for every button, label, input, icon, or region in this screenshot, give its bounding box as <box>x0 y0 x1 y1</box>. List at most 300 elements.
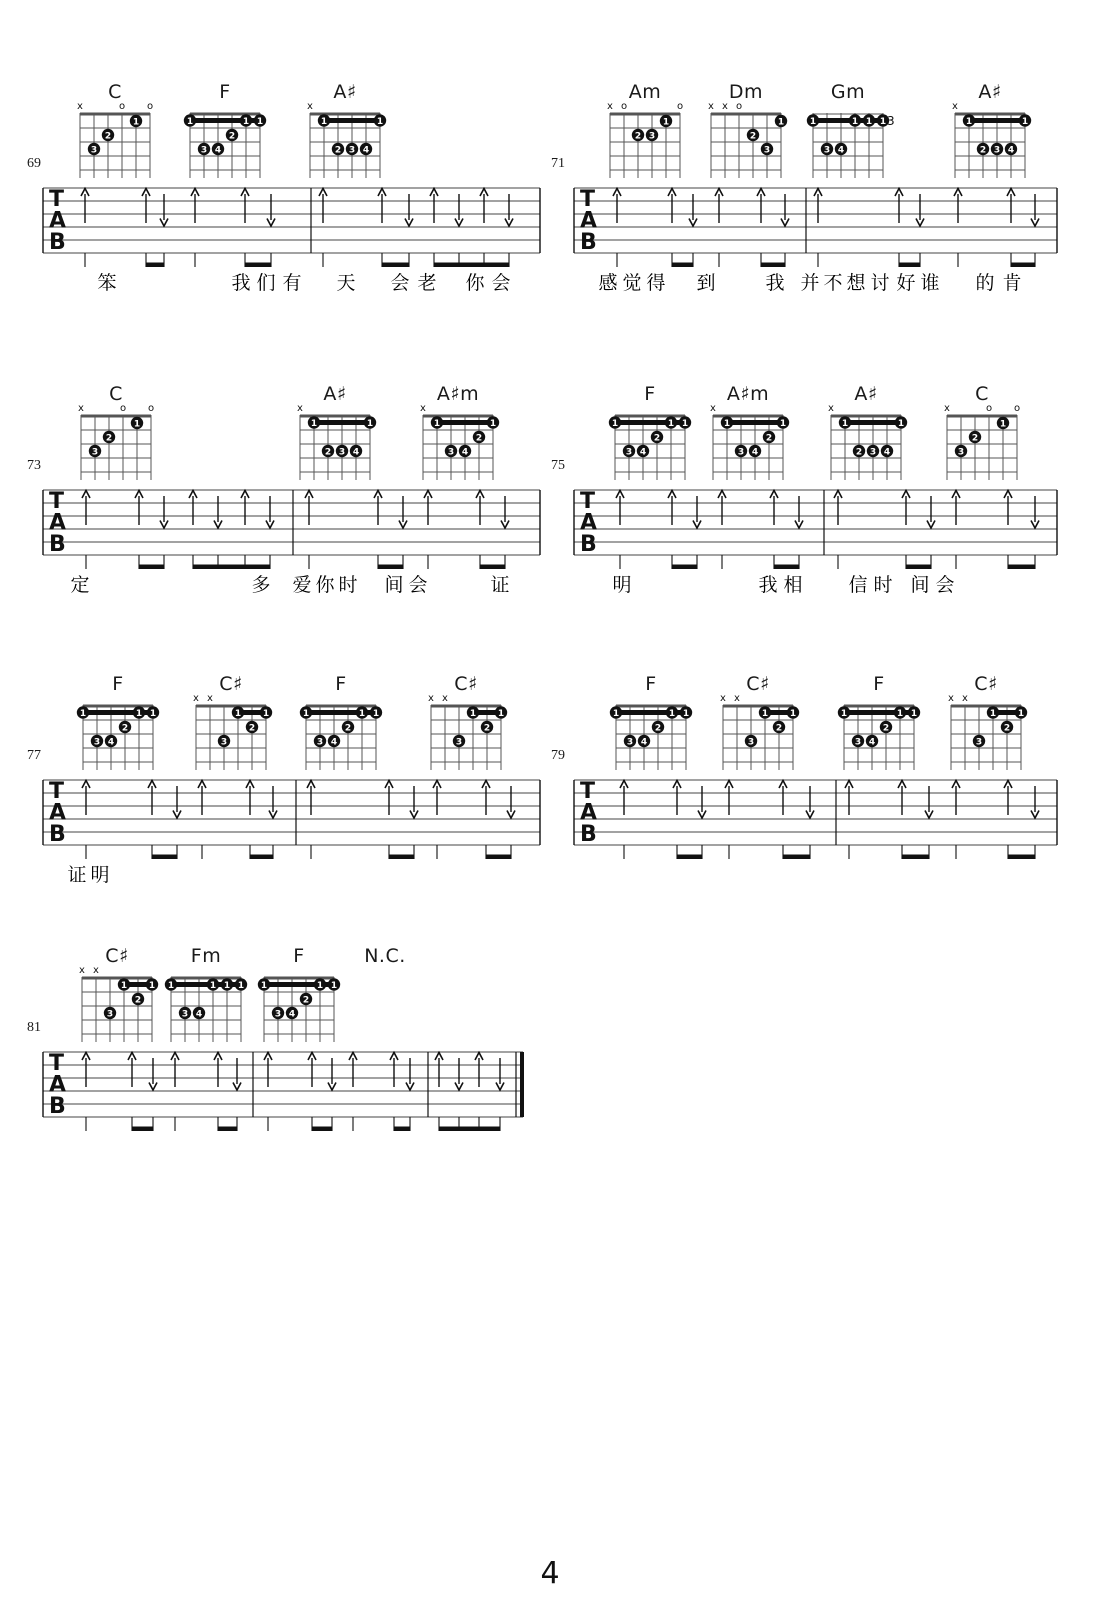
chord-diagram <box>296 692 392 784</box>
finger-number: 1 <box>965 117 973 127</box>
finger-number: 1 <box>777 117 785 128</box>
open-string-mark: o <box>735 101 743 112</box>
measure-number: 77 <box>27 748 41 763</box>
chord-diagram <box>941 692 1037 784</box>
finger-number: 1 <box>237 981 245 991</box>
muted-string-mark: x <box>193 693 199 704</box>
barre-bar <box>727 420 783 425</box>
finger-number: 1 <box>433 419 441 429</box>
lyric-syllable: 老 <box>417 272 437 294</box>
muted-string-mark: x <box>442 693 448 704</box>
beam <box>906 565 931 570</box>
muted-string-mark: x <box>734 693 740 704</box>
chord-diagram <box>606 692 702 784</box>
lyric-syllable: 会 <box>408 574 428 596</box>
finger-number: 2 <box>634 131 642 142</box>
lyric-syllable: 相 <box>783 574 803 596</box>
barre-bar <box>969 118 1025 123</box>
lyric-syllable: 感 <box>598 272 618 294</box>
chord-diagram <box>945 100 1041 192</box>
finger-number: 2 <box>855 447 863 458</box>
beam <box>378 565 403 570</box>
finger-number: 4 <box>214 145 222 156</box>
finger-number: 4 <box>837 145 845 156</box>
finger-number: 2 <box>105 433 113 444</box>
lyric-syllable: 讨 <box>870 272 890 294</box>
lyric-syllable: 谁 <box>920 272 940 294</box>
finger-number: 1 <box>79 709 87 719</box>
finger-number: 2 <box>483 723 491 734</box>
lyric-syllable: 证 <box>490 574 510 596</box>
finger-number: 3 <box>854 737 862 748</box>
chord-name: A♯ <box>333 81 357 103</box>
finger-number: 1 <box>302 709 310 719</box>
staff-clef-letter: T <box>580 489 596 514</box>
staff-clef-letter: T <box>49 1051 65 1076</box>
finger-number: 3 <box>626 737 634 748</box>
chord-diagram <box>186 692 282 784</box>
finger-number: 2 <box>121 723 129 734</box>
chord-name: Gm <box>830 81 866 103</box>
finger-number: 2 <box>749 131 757 142</box>
finger-number: 2 <box>654 723 662 734</box>
chord-name: Fm <box>190 945 222 967</box>
measure-number: 73 <box>27 458 41 473</box>
staff-clef-letter: T <box>580 779 596 804</box>
finger-number: 1 <box>242 117 250 127</box>
lyric-syllable: 时 <box>338 574 358 596</box>
muted-string-mark: x <box>93 965 99 976</box>
chord-diagram <box>161 964 257 1056</box>
finger-number: 1 <box>682 709 690 719</box>
finger-number: 1 <box>897 419 905 429</box>
lyric-syllable: 会 <box>935 574 955 596</box>
finger-number: 3 <box>737 447 745 458</box>
lyric-syllable: 明 <box>612 574 632 596</box>
tab-staff <box>42 1050 528 1136</box>
finger-number: 1 <box>234 709 242 719</box>
finger-number: 1 <box>779 419 787 429</box>
finger-number: 2 <box>302 995 310 1006</box>
lyric-syllable: 爱 <box>292 574 312 596</box>
finger-number: 3 <box>957 447 965 458</box>
chord-name: F <box>873 673 885 695</box>
open-string-mark: o <box>676 101 684 112</box>
finger-number: 3 <box>274 1009 282 1020</box>
finger-number: 4 <box>352 447 360 458</box>
finger-number: 1 <box>1017 709 1025 719</box>
staff-clef-letter: A <box>49 1072 67 1098</box>
beam <box>434 263 509 268</box>
open-string-mark: o <box>985 403 993 414</box>
staff-clef-letter: A <box>580 208 598 234</box>
chord-name: A♯ <box>323 383 347 405</box>
fret-position-label: 3 <box>887 114 895 128</box>
chord-diagram <box>701 100 797 192</box>
beam <box>382 263 409 268</box>
finger-number: 3 <box>348 145 356 156</box>
chord-name: C♯ <box>746 673 770 695</box>
finger-number: 3 <box>763 145 771 156</box>
finger-number: 1 <box>841 419 849 429</box>
muted-string-mark: x <box>79 965 85 976</box>
staff-clef-letter: A <box>49 800 67 826</box>
finger-number: 1 <box>999 419 1007 430</box>
lyric-syllable: 你 <box>315 574 335 596</box>
finger-number: 1 <box>809 117 817 127</box>
finger-number: 1 <box>372 709 380 719</box>
chord-name: C♯ <box>105 945 129 967</box>
tab-staff <box>42 186 545 272</box>
chord-diagram <box>300 100 396 192</box>
muted-string-mark: x <box>77 101 83 112</box>
staff-clef-letter: A <box>580 510 598 536</box>
open-string-mark: o <box>1013 403 1021 414</box>
beam <box>132 1127 153 1132</box>
finger-number: 1 <box>723 419 731 429</box>
chord-diagram <box>413 402 509 494</box>
tab-staff <box>573 778 1062 864</box>
lyric-syllable: 会 <box>491 272 511 294</box>
muted-string-mark: x <box>948 693 954 704</box>
beam <box>480 565 505 570</box>
muted-string-mark: x <box>710 403 716 414</box>
staff-clef-letter: B <box>580 822 597 847</box>
page-number: 4 <box>540 1556 560 1591</box>
lyric-syllable: 到 <box>696 272 716 294</box>
lyric-syllable: 们 <box>256 272 276 294</box>
finger-number: 1 <box>851 117 859 127</box>
finger-number: 2 <box>104 131 112 142</box>
chord-name: C <box>108 81 122 103</box>
finger-number: 3 <box>93 737 101 748</box>
staff-clef-letter: B <box>580 532 597 557</box>
finger-number: 1 <box>1021 117 1029 127</box>
barre-bar <box>845 420 901 425</box>
finger-number: 1 <box>260 981 268 991</box>
lyric-syllable: 间 <box>384 574 404 596</box>
finger-number: 3 <box>993 145 1001 156</box>
beam <box>218 1127 237 1132</box>
chord-diagram <box>71 402 167 494</box>
chord-name: A♯m <box>726 383 770 405</box>
finger-number: 1 <box>376 117 384 127</box>
chord-diagram <box>600 100 696 192</box>
tab-staff <box>573 186 1062 272</box>
chord-name: F <box>219 81 231 103</box>
finger-number: 3 <box>648 131 656 142</box>
measure-number: 69 <box>27 156 41 171</box>
finger-number: 3 <box>106 1009 114 1020</box>
staff-clef-letter: T <box>580 187 596 212</box>
finger-number: 1 <box>310 419 318 429</box>
lyric-syllable: 证 <box>67 864 87 886</box>
finger-number: 2 <box>882 723 890 734</box>
finger-number: 1 <box>667 419 675 429</box>
finger-number: 2 <box>334 145 342 156</box>
finger-number: 1 <box>489 419 497 429</box>
finger-number: 3 <box>625 447 633 458</box>
finger-number: 2 <box>324 447 332 458</box>
muted-string-mark: x <box>428 693 434 704</box>
finger-number: 3 <box>975 737 983 748</box>
beam <box>439 1127 500 1132</box>
chord-name: F <box>644 383 656 405</box>
staff-clef-letter: B <box>49 1094 66 1119</box>
finger-number: 4 <box>107 737 115 748</box>
finger-number: 2 <box>344 723 352 734</box>
chord-diagram <box>803 100 899 192</box>
finger-number: 1 <box>989 709 997 719</box>
staff-clef-letter: T <box>49 489 65 514</box>
finger-number: 3 <box>823 145 831 156</box>
lyric-syllable: 多 <box>251 574 271 596</box>
muted-string-mark: x <box>952 101 958 112</box>
barre-bar <box>437 420 493 425</box>
chord-name: A♯m <box>436 383 480 405</box>
finger-number: 1 <box>865 117 873 127</box>
finger-number: 4 <box>461 447 469 458</box>
lyric-syllable: 觉 <box>622 272 642 294</box>
finger-number: 4 <box>640 737 648 748</box>
finger-number: 2 <box>971 433 979 444</box>
measure-number: 75 <box>551 458 565 473</box>
finger-number: 1 <box>262 709 270 719</box>
staff-clef-letter: A <box>49 208 67 234</box>
beam <box>486 855 511 860</box>
beam <box>312 1127 332 1132</box>
finger-number: 1 <box>681 419 689 429</box>
open-string-mark: o <box>147 403 155 414</box>
chord-name: F <box>645 673 657 695</box>
beam <box>250 855 273 860</box>
chord-name: C <box>109 383 123 405</box>
muted-string-mark: x <box>607 101 613 112</box>
chord-name: C♯ <box>974 673 998 695</box>
finger-number: 1 <box>132 117 140 128</box>
muted-string-mark: x <box>207 693 213 704</box>
chord-name: C♯ <box>454 673 478 695</box>
chord-name: A♯ <box>854 383 878 405</box>
lyric-syllable: 好 <box>896 272 916 294</box>
lyric-syllable: 我 <box>758 574 778 596</box>
staff-clef-letter: A <box>49 510 67 536</box>
muted-string-mark: x <box>78 403 84 414</box>
lyric-syllable: 你 <box>465 272 485 294</box>
lyric-syllable: 间 <box>910 574 930 596</box>
finger-number: 4 <box>330 737 338 748</box>
muted-string-mark: x <box>828 403 834 414</box>
chord-diagram <box>605 402 701 494</box>
finger-number: 2 <box>653 433 661 444</box>
finger-number: 3 <box>200 145 208 156</box>
lyric-syllable: 会 <box>390 272 410 294</box>
beam <box>672 263 693 268</box>
beam <box>1008 565 1035 570</box>
open-string-mark: o <box>146 101 154 112</box>
beam <box>146 263 164 268</box>
finger-number: 3 <box>869 447 877 458</box>
chord-name: F <box>335 673 347 695</box>
measure-number: 71 <box>551 156 565 171</box>
barre-bar <box>324 118 380 123</box>
lyric-syllable: 定 <box>70 574 90 596</box>
finger-number: 1 <box>910 709 918 719</box>
finger-number: 2 <box>765 433 773 444</box>
lyric-syllable: 时 <box>873 574 893 596</box>
open-string-mark: o <box>118 101 126 112</box>
finger-number: 4 <box>751 447 759 458</box>
staff-clef-letter: T <box>49 187 65 212</box>
staff-clef-letter: A <box>580 800 598 826</box>
chord-diagram <box>703 402 799 494</box>
beam <box>152 855 177 860</box>
chord-diagram <box>180 100 276 192</box>
finger-number: 1 <box>896 709 904 719</box>
barre-bar <box>314 420 370 425</box>
finger-number: 1 <box>358 709 366 719</box>
lyric-syllable: 的 <box>975 272 995 294</box>
tab-staff <box>42 488 545 574</box>
lyric-syllable: 并 <box>800 272 820 294</box>
chord-name: F <box>293 945 305 967</box>
finger-number: 1 <box>879 117 887 127</box>
staff-clef-letter: B <box>49 532 66 557</box>
finger-number: 1 <box>120 981 128 991</box>
finger-number: 3 <box>338 447 346 458</box>
finger-number: 4 <box>639 447 647 458</box>
measure-number: 81 <box>27 1020 41 1035</box>
final-barline <box>520 1052 524 1117</box>
chord-diagram <box>421 692 517 784</box>
finger-number: 2 <box>248 723 256 734</box>
beam <box>245 263 271 268</box>
beam <box>139 565 164 570</box>
chord-diagram <box>937 402 1033 494</box>
muted-string-mark: x <box>297 403 303 414</box>
muted-string-mark: x <box>420 403 426 414</box>
chord-diagram <box>70 100 166 192</box>
finger-number: 2 <box>979 145 987 156</box>
finger-number: 4 <box>288 1009 296 1020</box>
finger-number: 1 <box>320 117 328 127</box>
finger-number: 4 <box>1007 145 1015 156</box>
chord-name: C♯ <box>219 673 243 695</box>
tab-staff <box>573 488 1062 574</box>
finger-number: 1 <box>840 709 848 719</box>
finger-number: 2 <box>775 723 783 734</box>
finger-number: 1 <box>135 709 143 719</box>
finger-number: 1 <box>316 981 324 991</box>
staff-clef-letter: B <box>580 230 597 255</box>
muted-string-mark: x <box>944 403 950 414</box>
lyric-syllable: 明 <box>90 864 110 886</box>
chord-diagram <box>73 692 169 784</box>
chord-name: N.C. <box>364 945 406 967</box>
staff-clef-letter: B <box>49 822 66 847</box>
beam <box>677 855 702 860</box>
finger-number: 1 <box>186 117 194 127</box>
chord-diagram <box>72 964 168 1056</box>
beam <box>899 263 920 268</box>
staff-clef-letter: T <box>49 779 65 804</box>
lyric-syllable: 笨 <box>97 272 117 294</box>
finger-number: 3 <box>91 447 99 458</box>
beam <box>1011 263 1035 268</box>
beam <box>783 855 810 860</box>
finger-number: 4 <box>195 1009 203 1020</box>
muted-string-mark: x <box>307 101 313 112</box>
beam <box>394 1127 410 1132</box>
beam <box>774 565 799 570</box>
muted-string-mark: x <box>962 693 968 704</box>
beam <box>902 855 929 860</box>
finger-number: 2 <box>134 995 142 1006</box>
lyric-syllable: 想 <box>846 272 866 294</box>
lyric-syllable: 天 <box>336 272 356 294</box>
lyric-syllable: 不 <box>823 272 843 294</box>
lyric-syllable: 有 <box>282 272 302 294</box>
finger-number: 1 <box>761 709 769 719</box>
chord-diagram <box>834 692 930 784</box>
finger-number: 3 <box>220 737 228 748</box>
finger-number: 3 <box>316 737 324 748</box>
chord-name: C <box>975 383 989 405</box>
finger-number: 1 <box>612 709 620 719</box>
finger-number: 1 <box>209 981 217 991</box>
lyric-syllable: 我 <box>231 272 251 294</box>
muted-string-mark: x <box>708 101 714 112</box>
beam <box>761 263 785 268</box>
chord-name: Dm <box>728 81 764 103</box>
finger-number: 1 <box>662 117 670 128</box>
lyric-syllable: 我 <box>765 272 785 294</box>
finger-number: 1 <box>256 117 264 127</box>
finger-number: 1 <box>789 709 797 719</box>
finger-number: 1 <box>668 709 676 719</box>
finger-number: 1 <box>149 709 157 719</box>
finger-number: 1 <box>167 981 175 991</box>
finger-number: 1 <box>133 419 141 430</box>
measure-number: 79 <box>551 748 565 763</box>
finger-number: 3 <box>181 1009 189 1020</box>
finger-number: 1 <box>148 981 156 991</box>
lyric-syllable: 得 <box>646 272 666 294</box>
staff-clef-letter: B <box>49 230 66 255</box>
beam <box>193 565 270 570</box>
finger-number: 1 <box>497 709 505 719</box>
chord-diagram <box>290 402 386 494</box>
beam <box>672 565 697 570</box>
chord-name: F <box>112 673 124 695</box>
finger-number: 3 <box>747 737 755 748</box>
chord-name: Am <box>628 81 662 103</box>
finger-number: 1 <box>366 419 374 429</box>
finger-number: 4 <box>883 447 891 458</box>
lyric-syllable: 肯 <box>1002 272 1022 294</box>
finger-number: 4 <box>868 737 876 748</box>
chord-diagram <box>254 964 350 1056</box>
finger-number: 1 <box>611 419 619 429</box>
finger-number: 4 <box>362 145 370 156</box>
finger-number: 2 <box>1003 723 1011 734</box>
finger-number: 2 <box>228 131 236 142</box>
finger-number: 3 <box>447 447 455 458</box>
muted-string-mark: x <box>722 101 728 112</box>
finger-number: 1 <box>469 709 477 719</box>
beam <box>389 855 414 860</box>
chord-diagram <box>713 692 809 784</box>
